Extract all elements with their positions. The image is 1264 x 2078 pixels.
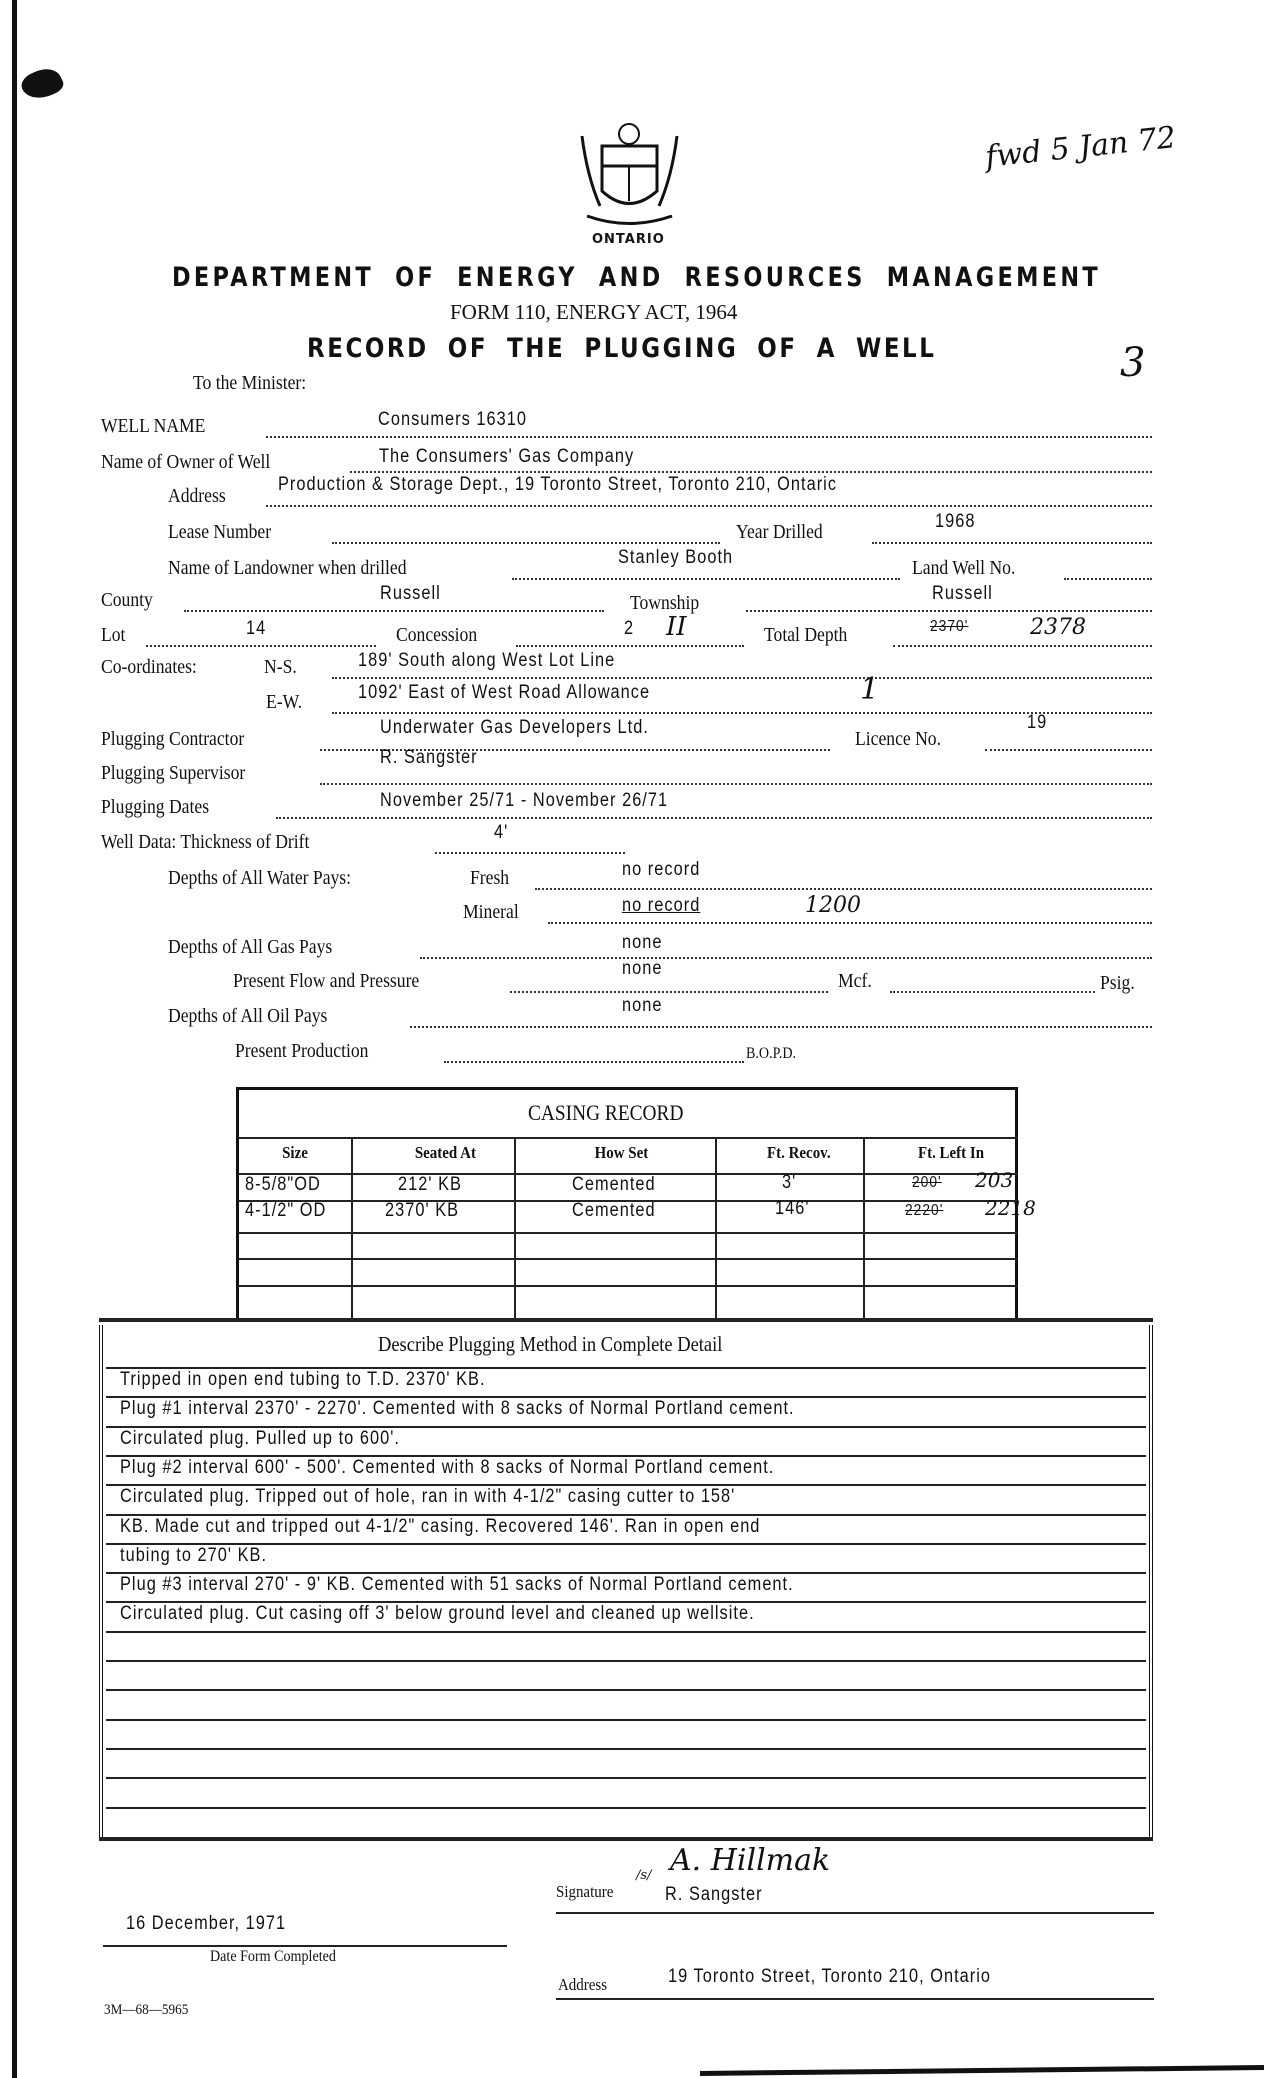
casing-record-title: CASING RECORD [528, 1100, 684, 1125]
plugging-line-text: Plug #2 interval 600' - 500'. Cemented with 8 sacks of Normal Portland cement. [120, 1457, 775, 1478]
total-depth-handwritten: 2378 [1030, 615, 1086, 640]
signature-label: Signature [556, 1882, 614, 1901]
plugging-line-text: Tripped in open end tubing to T.D. 2370' KB. [120, 1369, 486, 1390]
plugging-rule [106, 1807, 1146, 1809]
supervisor-leader [320, 783, 1152, 785]
plugging-top-rule [99, 1318, 1153, 1322]
plugging-line-text: Plug #1 interval 2370' - 2270'. Cemented with 8 sacks of Normal Portland cement. [120, 1398, 795, 1419]
production-leader [444, 1061, 744, 1063]
form-code: 3M—68—5965 [104, 2002, 189, 2018]
dates-leader [276, 817, 1152, 819]
date-completed-value[interactable]: 16 December, 1971 [126, 1913, 287, 1934]
ns-label: N-S. [264, 656, 297, 678]
drift-label: Well Data: Thickness of Drift [101, 831, 310, 853]
mineral-label: Mineral [463, 901, 519, 923]
casing-row-1-recov: 3' [782, 1172, 797, 1193]
ew-value[interactable]: 1092' East of West Road Allowance [358, 682, 651, 703]
total-depth-label: Total Depth [764, 624, 848, 646]
plugging-line-text: Circulated plug. Pulled up to 600'. [120, 1428, 400, 1449]
licence-leader [985, 749, 1152, 751]
owner-leader [350, 471, 1152, 473]
land-well-leader [1064, 578, 1152, 580]
mineral-handwritten: 1200 [805, 893, 861, 918]
crest-label: ONTARIO [592, 232, 665, 247]
fresh-value[interactable]: no record [622, 859, 701, 880]
plugging-method-title: Describe Plugging Method in Complete Detail [378, 1332, 723, 1356]
casing-header-how: How Set [594, 1143, 649, 1162]
plugging-rule [106, 1719, 1146, 1721]
casing-divider [238, 1285, 1018, 1287]
drift-leader [435, 852, 625, 854]
oil-pays-label: Depths of All Oil Pays [168, 1005, 328, 1027]
dates-value[interactable]: November 25/71 - November 26/71 [380, 790, 669, 811]
supervisor-value[interactable]: R. Sangster [380, 747, 478, 768]
casing-header-recov: Ft. Recov. [767, 1143, 831, 1162]
flow-label: Present Flow and Pressure [233, 970, 420, 992]
ew-handwritten: 1 [860, 672, 880, 707]
lot-value[interactable]: 14 [246, 618, 267, 639]
total-depth-value[interactable]: 2370' [930, 618, 969, 635]
landowner-value[interactable]: Stanley Booth [618, 547, 734, 568]
licence-value[interactable]: 19 [1027, 712, 1048, 733]
county-value[interactable]: Russell [380, 583, 441, 604]
plugging-rule [106, 1748, 1146, 1750]
casing-header-seated: Seated At [414, 1143, 476, 1162]
date-completed-label: Date Form Completed [210, 1948, 336, 1965]
owner-value[interactable]: The Consumers' Gas Company [379, 446, 635, 467]
form-subtitle: FORM 110, ENERGY ACT, 1964 [450, 300, 738, 324]
ns-value[interactable]: 189' South along West Lot Line [358, 650, 616, 671]
total-depth-leader [893, 645, 1152, 647]
oil-pays-leader [410, 1026, 1152, 1028]
concession-label: Concession [396, 624, 478, 646]
mineral-leader [548, 922, 1152, 924]
plugging-rule [106, 1660, 1146, 1662]
dates-label: Plugging Dates [101, 796, 210, 818]
department-heading: DEPARTMENT OF ENERGY AND RESOURCES MANAGEMENT [172, 262, 1102, 293]
plugging-line-text: Circulated plug. Tripped out of hole, ran in with 4-1/2" casing cutter to 158' [120, 1486, 736, 1507]
landowner-leader [512, 578, 900, 580]
address-label: Address [168, 485, 226, 507]
landowner-label: Name of Landowner when drilled [168, 557, 407, 579]
flow-value[interactable]: none [622, 958, 663, 979]
address-value[interactable]: Production & Storage Dept., 19 Toronto Street, Toronto 210, Ontaric [278, 474, 838, 495]
well-name-leader [266, 436, 1152, 438]
year-label: Year Drilled [736, 521, 823, 543]
date-line [103, 1945, 507, 1947]
casing-divider [238, 1137, 1018, 1139]
casing-col-divider [514, 1137, 516, 1318]
ontario-crest-icon [572, 116, 687, 231]
plugging-rule [106, 1631, 1146, 1633]
casing-row-2-left: 2220' [905, 1202, 944, 1219]
supervisor-label: Plugging Supervisor [101, 762, 246, 784]
casing-row-1-seated: 212' KB [398, 1174, 462, 1195]
gas-pays-leader [420, 957, 1152, 959]
plugging-line-text: KB. Made cut and tripped out 4-1/2" casing. Recovered 146'. Ran in open end [120, 1516, 761, 1537]
scan-edge [12, 0, 17, 2078]
concession-handwritten: II [666, 612, 687, 642]
casing-row-1-left-handwritten: 203 [975, 1168, 1014, 1192]
lease-label: Lease Number [168, 521, 272, 543]
casing-row-2-recov: 146' [775, 1198, 810, 1219]
concession-leader [516, 645, 744, 647]
casing-col-divider [715, 1137, 717, 1318]
county-label: County [101, 589, 153, 611]
fresh-label: Fresh [470, 867, 510, 889]
fresh-leader [535, 888, 1152, 890]
lot-label: Lot [101, 624, 126, 646]
casing-row-2-left-handwritten: 2218 [985, 1196, 1036, 1220]
concession-value[interactable]: 2 [624, 618, 635, 639]
township-leader [746, 610, 1152, 612]
pressure-unit-psig: Psig. [1100, 972, 1135, 994]
casing-divider [238, 1258, 1018, 1260]
handwritten-page-mark: 3 [1120, 340, 1146, 386]
address-footer-value[interactable]: 19 Toronto Street, Toronto 210, Ontario [668, 1966, 992, 1987]
township-value[interactable]: Russell [932, 583, 993, 604]
record-title: RECORD OF THE PLUGGING OF A WELL [307, 333, 937, 364]
contractor-label: Plugging Contractor [101, 728, 245, 750]
production-label: Present Production [235, 1040, 369, 1062]
signature-line [556, 1912, 1154, 1914]
handwritten-forward-note: fwd 5 Jan 72 [983, 120, 1178, 175]
land-well-label: Land Well No. [912, 557, 1016, 579]
ink-blot [18, 63, 66, 105]
plugging-line-text: Circulated plug. Cut casing off 3' below ground level and cleaned up wellsite. [120, 1603, 755, 1624]
casing-row-2-seated: 2370' KB [385, 1200, 460, 1221]
owner-label: Name of Owner of Well [101, 451, 271, 473]
casing-header-left: Ft. Left In [917, 1143, 985, 1162]
casing-divider [238, 1232, 1018, 1234]
address-leader [266, 505, 1152, 507]
licence-label: Licence No. [855, 728, 942, 750]
year-leader [872, 542, 1152, 544]
plugging-line-text: tubing to 270' KB. [120, 1545, 268, 1566]
casing-row-1-how: Cemented [572, 1174, 656, 1195]
contractor-value[interactable]: Underwater Gas Developers Ltd. [380, 717, 649, 738]
casing-header-size: Size [282, 1143, 308, 1162]
oil-pays-value[interactable]: none [622, 995, 663, 1016]
coordinates-label: Co-ordinates: [101, 656, 197, 678]
flow-leader [510, 991, 828, 993]
signature-name[interactable]: R. Sangster [665, 1884, 763, 1905]
flow-unit-mcf: Mcf. [838, 970, 872, 992]
plugging-bottom-rule [99, 1837, 1153, 1841]
ns-leader [332, 677, 1152, 679]
well-name-value[interactable]: Consumers 16310 [378, 409, 528, 430]
water-pays-label: Depths of All Water Pays: [168, 867, 352, 889]
casing-row-2-size: 4-1/2" OD [245, 1200, 327, 1221]
casing-col-divider [351, 1137, 353, 1318]
signature-handwritten: A. Hillmak [670, 1843, 831, 1878]
lot-leader [146, 645, 376, 647]
casing-row-1-size: 8-5/8"OD [245, 1174, 321, 1195]
mineral-value[interactable]: no record [622, 895, 701, 916]
production-unit: B.O.P.D. [746, 1045, 797, 1062]
pressure-leader [890, 991, 1095, 993]
casing-row-2-how: Cemented [572, 1200, 656, 1221]
signature-prefix: /s/ [636, 1868, 652, 1883]
plugging-rule [106, 1777, 1146, 1779]
year-value[interactable]: 1968 [935, 511, 976, 532]
plugging-rule [106, 1689, 1146, 1691]
salutation: To the Minister: [193, 372, 307, 394]
address-line [556, 1998, 1154, 2000]
gas-pays-label: Depths of All Gas Pays [168, 936, 333, 958]
casing-row-1-left: 200' [912, 1174, 942, 1191]
ew-label: E-W. [266, 691, 303, 713]
lease-leader [332, 542, 720, 544]
well-name-label: WELL NAME [101, 415, 206, 437]
casing-col-divider [863, 1137, 865, 1318]
address-footer-label: Address [558, 1975, 608, 1994]
township-label: Township [630, 592, 700, 614]
scan-edge-bottom [700, 2065, 1264, 2076]
drift-value[interactable]: 4' [494, 822, 509, 843]
plugging-line-text: Plug #3 interval 270' - 9' KB. Cemented with 51 sacks of Normal Portland cement. [120, 1574, 794, 1595]
gas-pays-value[interactable]: none [622, 932, 663, 953]
county-leader [184, 610, 604, 612]
